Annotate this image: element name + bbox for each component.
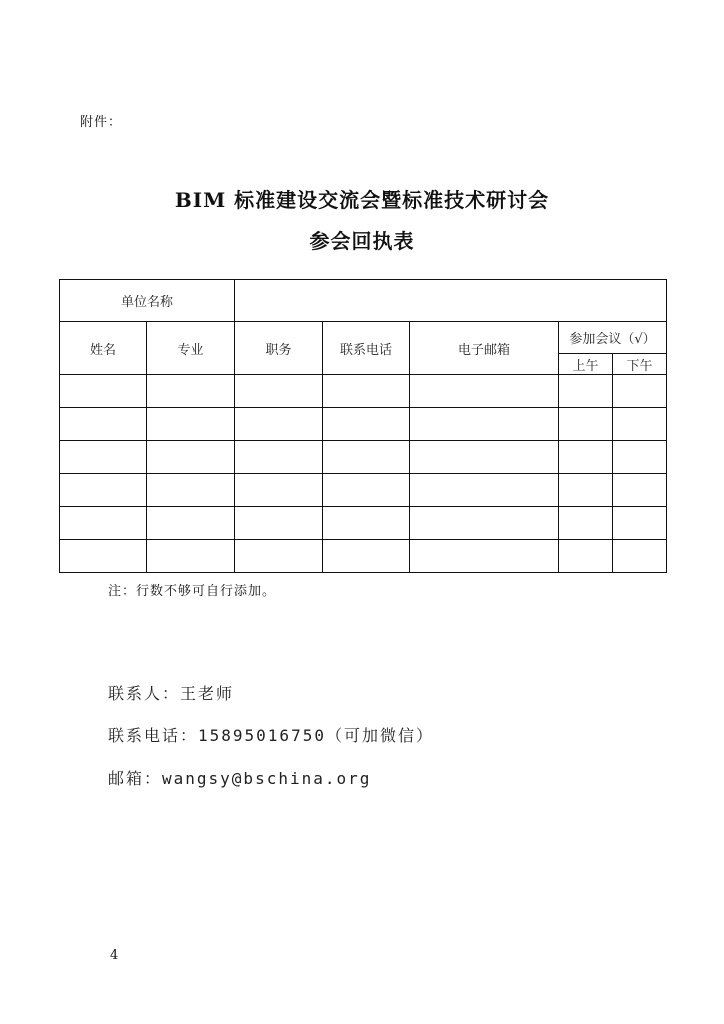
cell-morning[interactable] xyxy=(559,375,613,408)
cell-position[interactable] xyxy=(235,441,323,474)
contact-phone: 联系电话：15895016750（可加微信） xyxy=(108,726,434,745)
cell-afternoon[interactable] xyxy=(613,474,667,507)
cell-name[interactable] xyxy=(60,441,147,474)
cell-email[interactable] xyxy=(410,507,559,540)
table-row xyxy=(60,507,667,540)
header-major: 专业 xyxy=(147,322,235,375)
cell-afternoon[interactable] xyxy=(613,540,667,573)
table-row xyxy=(60,375,667,408)
cell-phone[interactable] xyxy=(323,408,410,441)
cell-phone[interactable] xyxy=(323,441,410,474)
table-note: 注：行数不够可自行添加。 xyxy=(108,584,277,599)
header-attend: 参加会议（√） xyxy=(559,322,667,354)
document-title: BIM 标准建设交流会暨标准技术研讨会 xyxy=(174,188,550,212)
cell-position[interactable] xyxy=(235,540,323,573)
unit-row xyxy=(60,280,667,322)
table-row xyxy=(60,540,667,573)
cell-email[interactable] xyxy=(410,375,559,408)
cell-email[interactable] xyxy=(410,441,559,474)
cell-position[interactable] xyxy=(235,408,323,441)
cell-major[interactable] xyxy=(147,408,235,441)
cell-phone[interactable] xyxy=(323,375,410,408)
cell-major[interactable] xyxy=(147,375,235,408)
cell-major[interactable] xyxy=(147,441,235,474)
cell-morning[interactable] xyxy=(559,408,613,441)
cell-afternoon[interactable] xyxy=(613,375,667,408)
table-header-row xyxy=(60,322,667,354)
cell-morning[interactable] xyxy=(559,507,613,540)
registration-table xyxy=(59,279,667,573)
header-name: 姓名 xyxy=(60,322,147,375)
cell-name[interactable] xyxy=(60,408,147,441)
cell-morning[interactable] xyxy=(559,441,613,474)
cell-major[interactable] xyxy=(147,507,235,540)
table-row xyxy=(60,441,667,474)
cell-phone[interactable] xyxy=(323,507,410,540)
contact-email: 邮箱：wangsy@bschina.org xyxy=(108,769,372,788)
cell-major[interactable] xyxy=(147,540,235,573)
header-position: 职务 xyxy=(235,322,323,375)
cell-afternoon[interactable] xyxy=(613,507,667,540)
document-subtitle: 参会回执表 xyxy=(309,229,415,253)
cell-phone[interactable] xyxy=(323,474,410,507)
cell-name[interactable] xyxy=(60,375,147,408)
attachment-label: 附件： xyxy=(80,115,123,130)
cell-afternoon[interactable] xyxy=(613,408,667,441)
cell-phone[interactable] xyxy=(323,540,410,573)
cell-morning[interactable] xyxy=(559,474,613,507)
cell-major[interactable] xyxy=(147,474,235,507)
page-number: 4 xyxy=(110,948,119,963)
header-phone: 联系电话 xyxy=(323,322,410,375)
unit-name-field[interactable] xyxy=(235,280,667,322)
table-row xyxy=(60,474,667,507)
cell-email[interactable] xyxy=(410,408,559,441)
unit-name-label: 单位名称 xyxy=(60,280,235,322)
cell-position[interactable] xyxy=(235,474,323,507)
cell-email[interactable] xyxy=(410,474,559,507)
cell-name[interactable] xyxy=(60,474,147,507)
cell-name[interactable] xyxy=(60,540,147,573)
cell-position[interactable] xyxy=(235,507,323,540)
header-morning: 上午 xyxy=(559,354,613,375)
cell-position[interactable] xyxy=(235,375,323,408)
cell-email[interactable] xyxy=(410,540,559,573)
contact-person: 联系人：王老师 xyxy=(108,684,235,703)
header-email: 电子邮箱 xyxy=(410,322,559,375)
cell-morning[interactable] xyxy=(559,540,613,573)
cell-name[interactable] xyxy=(60,507,147,540)
table-row xyxy=(60,408,667,441)
header-afternoon: 下午 xyxy=(613,354,667,375)
cell-afternoon[interactable] xyxy=(613,441,667,474)
